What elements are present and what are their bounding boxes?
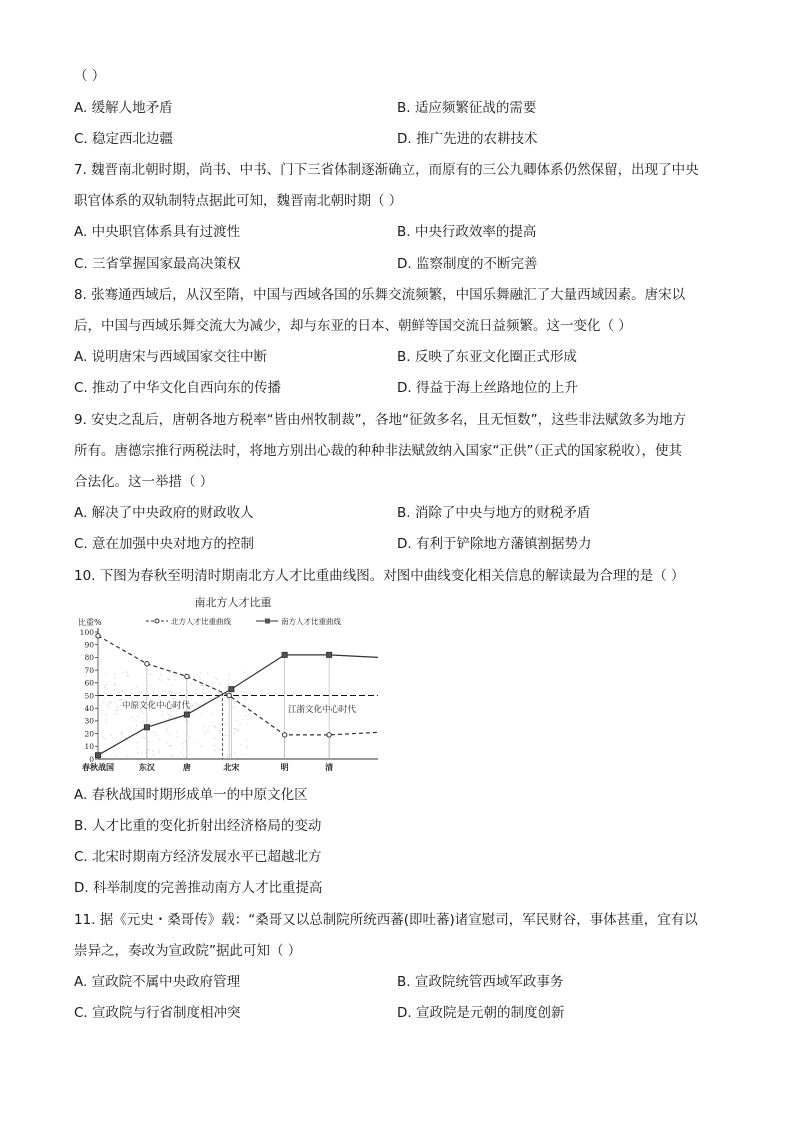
data-point-north: [96, 634, 100, 638]
annotation-jiangzhe: 江浙文化中心时代: [288, 705, 357, 715]
q7-stem-line2: 职官体系的双轨制特点据此可知，魏晋南北朝时期（ ）: [74, 193, 403, 209]
q10-stem-line1: 10. 下图为春秋至明清时期南北方人才比重曲线图。对图中曲线变化相关信息的解读最为合理的是（ ）: [74, 568, 685, 584]
x-tick-label: 明: [280, 762, 289, 772]
q7-option-b[interactable]: B. 中央行政效率的提高: [397, 224, 537, 240]
q8-option-d[interactable]: D. 得益于海上丝路地位的上升: [397, 380, 578, 396]
legend-marker: [265, 619, 270, 624]
chart-legend: [146, 616, 341, 626]
q6-option-a[interactable]: A. 缓解人地矛盾: [74, 100, 173, 116]
q8-option-a[interactable]: A. 说明唐宋与西域国家交往中断: [74, 349, 268, 365]
q9-stem-line2: 所有。唐德宗推行两税法时，将地方别出心裁的种种非法赋敛纳入国家“正供”（正式的国家税收），使其: [74, 443, 682, 459]
y-tick-label: 20: [84, 729, 94, 739]
legend-label: 北方人才比重曲线: [171, 617, 231, 626]
q8-option-c[interactable]: C. 推动了中华文化自西向东的传播: [74, 380, 282, 396]
chart-axes: [98, 628, 378, 759]
q8-option-b[interactable]: B. 反映了东亚文化圈正式形成: [397, 349, 577, 365]
y-tick-label: 0: [89, 754, 94, 764]
q7-option-c[interactable]: C. 三省掌握国家最高决策权: [74, 256, 241, 272]
q6-option-b[interactable]: B. 适应频繁征战的需要: [397, 100, 537, 116]
q8-stem-line1: 8. 张骞通西域后，从汉至隋，中国与西域各国的乐舞交流频繁，中国乐舞融汇了大量西域因素。唐宋以: [74, 287, 686, 303]
q11-option-d[interactable]: D. 宣政院是元朝的制度创新: [397, 1005, 565, 1021]
x-tick-label: 北宋: [223, 762, 240, 772]
data-point-south: [327, 652, 332, 657]
q6-option-c[interactable]: C. 稳定西北边疆: [74, 131, 174, 147]
q6-option-d[interactable]: D. 推广先进的农耕技术: [397, 131, 538, 147]
data-point-north: [227, 693, 231, 697]
x-tick-label: 东汉: [138, 762, 155, 772]
data-point-north: [327, 733, 331, 737]
q11-stem-line2: 崇异之，奏改为宣政院”据此可知（ ）: [74, 943, 302, 959]
y-tick-label: 90: [84, 640, 94, 650]
y-tick-label: 70: [84, 665, 94, 675]
q7-option-d[interactable]: D. 监察制度的不断完善: [397, 256, 538, 272]
y-tick-label: 80: [84, 653, 94, 663]
chart-background-texture: [101, 671, 248, 757]
legend-label: 南方人才比重曲线: [281, 617, 341, 626]
y-tick-label: 60: [84, 678, 94, 688]
y-tick-label: 100: [79, 627, 94, 637]
q8-stem-line2: 后，中国与西域乐舞交流大为减少，却与东亚的日本、朝鲜等国交流日益频繁。这一变化（ ）: [74, 318, 632, 334]
annotation-central-plains: 中原文化中心时代: [122, 701, 191, 711]
q11-stem-line1: 11. 据《元史・桑哥传》载：“桑哥又以总制院所统西蕃(即吐蕃)诸宣慰司，军民财谷，事体甚重，宜有以: [74, 912, 698, 928]
q11-option-c[interactable]: C. 宣政院与行省制度相冲突: [74, 1005, 241, 1021]
x-tick-label: 唐: [182, 762, 191, 772]
q10-option-c[interactable]: C. 北宋时期南方经济发展水平已超越北方: [74, 849, 322, 865]
x-axis-ticks: [82, 762, 333, 772]
chart-title: 南北方人才比重: [194, 596, 272, 609]
legend-marker: [155, 619, 159, 623]
q9-option-d[interactable]: D. 有利于铲除地方藩镇割据势力: [397, 536, 592, 552]
q7-option-a[interactable]: A. 中央职官体系具有过渡性: [74, 224, 241, 240]
x-tick-label: 清: [325, 762, 334, 772]
data-point-south: [96, 753, 101, 758]
data-point-north: [282, 733, 286, 737]
data-point-south: [282, 652, 287, 657]
data-point-south: [229, 687, 234, 692]
y-tick-label: 40: [84, 704, 94, 713]
q11-option-b[interactable]: B. 宣政院统管西域军政事务: [397, 974, 564, 990]
q6-stem-tail: （ ）: [74, 68, 106, 84]
x-tick-label: 春秋战国: [82, 762, 114, 772]
y-tick-label: 10: [84, 742, 94, 752]
y-tick-label: 50: [84, 691, 94, 701]
q10-option-d[interactable]: D. 科举制度的完善推动南方人才比重提高: [74, 880, 323, 896]
q9-option-a[interactable]: A. 解决了中央政府的财政收人: [74, 505, 254, 521]
q9-stem-line3: 合法化。这一举措（ ）: [74, 474, 214, 490]
talent-ratio-line-chart: [78, 594, 384, 774]
data-point-south: [184, 712, 189, 717]
q9-stem-line1: 9. 安史之乱后，唐朝各地方税率“皆由州牧制裁”，各地“征敛多名，且无恒数”，这些非法赋敛多为地方: [74, 412, 687, 428]
y-axis-ticks: [80, 628, 98, 764]
y-axis-label: 比重%: [78, 618, 102, 627]
data-point-north: [145, 662, 149, 666]
q10-option-b[interactable]: B. 人才比重的变化折射出经济格局的变动: [74, 818, 322, 834]
q7-stem-line1: 7. 魏晋南北朝时期，尚书、中书、门下三省体制逐渐确立，而原有的三公九卿体系仍然保留，出现了中央: [74, 162, 699, 178]
y-tick-label: 30: [84, 716, 94, 726]
q10-option-a[interactable]: A. 春秋战国时期形成单一的中原文化区: [74, 787, 308, 803]
q9-option-b[interactable]: B. 消除了中央与地方的财税矛盾: [397, 505, 591, 521]
q9-option-c[interactable]: C. 意在加强中央对地方的控制: [74, 536, 255, 552]
data-point-south: [144, 725, 149, 730]
data-point-north: [185, 674, 189, 678]
q11-option-a[interactable]: A. 宣政院不属中央政府管理: [74, 974, 241, 990]
